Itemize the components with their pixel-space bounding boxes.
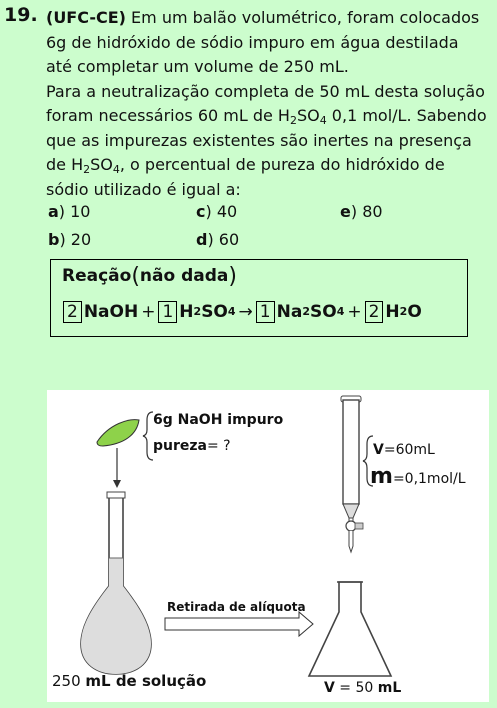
reaction-box [50, 259, 468, 337]
coefficient-h2o: 2 [365, 301, 384, 323]
naoh-brace-icon [143, 412, 153, 460]
option-e[interactable]: e) 80 [340, 202, 383, 221]
experiment-drawing [47, 390, 489, 702]
molarity-label: m=0,1mol/L [370, 464, 466, 489]
experiment-figure [47, 390, 489, 702]
flask-volume-label: 250 mL de solução [52, 672, 207, 690]
option-a[interactable]: a) 10 [48, 202, 91, 221]
question-source: (UFC-CE) [46, 8, 126, 27]
coefficient-naoh: 2 [63, 301, 82, 323]
question-text: (UFC-CE) Em um balão volumétrico, foram colocados 6g de hidróxido de sódio impuro em água destilada até completar um volume de 250 mL. Para a neutralização completa de 50 mL desta solução foram necessários 60 mL de $H_2SO_4$ 0,1 mol/L. Sabendo que as impurezas existentes são inertes na presença de $H_2SO_4$, o percentual de pureza do hidróxido de sódio utilizado é igual a: [46, 8, 487, 199]
volume-label: V=60mL [373, 442, 435, 458]
question-number: 19. [4, 4, 38, 26]
erlenmeyer-flask-icon [309, 582, 391, 676]
purity-label: pureza= ? [153, 438, 231, 454]
burette-icon [341, 396, 363, 552]
aliquot-label: Retirada de alíquota [167, 600, 306, 614]
aliquot-arrow-icon [165, 612, 313, 636]
aliquot-volume-label: V = 50 mL [324, 680, 402, 696]
volumetric-flask-icon [81, 492, 151, 674]
naoh-sample-icon [97, 420, 139, 446]
option-c[interactable]: c) 40 [196, 202, 238, 221]
option-d[interactable]: d) 60 [196, 230, 240, 249]
option-b[interactable]: b) 20 [48, 230, 92, 249]
reaction-equation: 2 NaOH + 1 H 2 SO 4 → 1 Na 2 SO 4 + 2 H 2 O [63, 301, 422, 323]
reaction-title: Reação(não dada) [62, 264, 237, 289]
naoh-label: 6g NaOH impuro [153, 412, 284, 428]
coefficient-na2so4: 1 [256, 301, 275, 323]
coefficient-h2so4: 1 [158, 301, 177, 323]
